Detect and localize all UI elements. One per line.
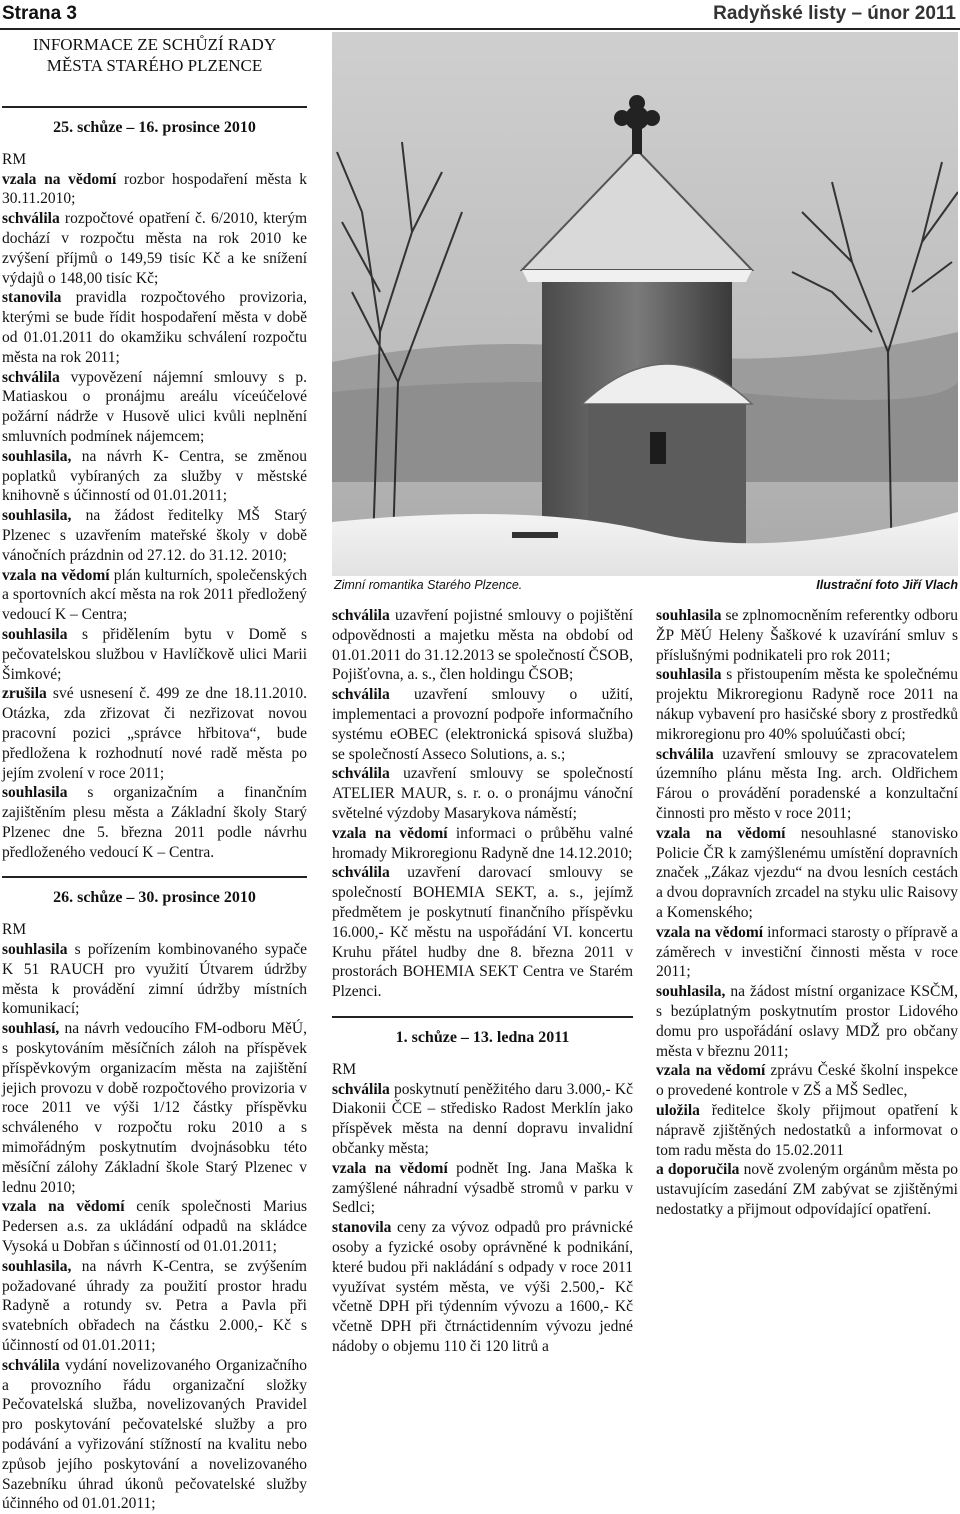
resolution-item bbox=[656, 824, 958, 923]
resolution-text: uzavření darovací smlouvy se společností BOHEMIA SEKT, a. s., jejímž předmětem je poskytnutí finančního příspěvku 16.000,- Kč městu na uspořádání VI. koncertu Kruhu přátel hudby dne 8. března 2011 v prostorách BOHEMIA SEKT Centra ve Starém Plzenci. bbox=[332, 864, 633, 1001]
resolution-item bbox=[2, 940, 307, 1019]
column-1 bbox=[2, 32, 307, 1514]
resolution-verb: vzala na vědomí bbox=[656, 1062, 766, 1080]
resolution-verb: vzala na vědomí bbox=[2, 566, 110, 584]
session-heading-1: 1. schůze – 13. ledna 2011 bbox=[332, 1016, 633, 1048]
column-2 bbox=[332, 606, 633, 1357]
session1-items bbox=[2, 170, 307, 863]
resolution-verb: vzala na vědomí bbox=[332, 1159, 448, 1177]
resolution-text: rozpočtové opatření č. 6/2010, kterým dochází v rozpočtu města na rok 2010 ke zvýšení příjmů o 149,59 tisíc Kč a ke snížení výdajů o 148,00 tisíc Kč; bbox=[2, 210, 307, 287]
resolution-text: ceník společnosti Marius Pedersen a.s. za ukládání odpadů na skládce Vysoká u Dobřan s účinností od 01.01.2011; bbox=[2, 1198, 307, 1256]
resolution-text: nesouhlasné stanovisko Policie ČR k zamýšlenému umístění dopravních značek „Zákaz vjezdu“ na dvou lesních cestách a dvou dopravních zrcadel na styku ulic Raisovy a Komenského; bbox=[656, 824, 958, 921]
page-number: Strana 3 bbox=[2, 3, 77, 24]
resolution-text: na návrh K-Centra, se zvýšením požadované úhrady za použití prostor hradu Radyně a rotundy sv. Petra a Pavla při svatebních obřadech na částku 2.000,- Kč s účinností od 01.01.2011; bbox=[2, 1257, 307, 1355]
resolution-text: uzavření smlouvy se zpracovatelem územního plánu města Ing. arch. Oldřichem Fárou o provádění poradenské a konzultační činnosti pro město v roce 2011; bbox=[656, 745, 958, 822]
resolution-verb: schválila bbox=[2, 1356, 60, 1374]
resolution-text: s pořízením kombinovaného sypače K 51 RAUCH pro využití Útvarem údržby města k provádění zimní údržby místních komunikací; bbox=[2, 941, 307, 1018]
resolution-text: na návrh vedoucího FM-odboru MěÚ, s poskytováním měsíčních záloh na příspěvek příspěvkovým organizacím města na zajištění jejich provozu v době rozpočtového provizoria v roce 2011 ve výši 1/12 částky příspěvku schváleného v rozpočtu roku 2010 a s mimořádným poskytnutím dvojnásobku této měsíční zálohy Základní škole Starý Plzenec v lednu 2010; bbox=[2, 1020, 307, 1196]
resolution-item bbox=[2, 783, 307, 862]
photo-credit: Ilustrační foto Jiří Vlach bbox=[816, 578, 958, 592]
session3-items-col3 bbox=[656, 606, 958, 1220]
resolution-verb: schválila bbox=[332, 686, 390, 704]
resolution-item bbox=[2, 1356, 307, 1514]
resolution-text: se zplnomocněním referentky odboru ŽP MěÚ Heleny Šaškové k uzavírání smluv s příslušnými podnikateli pro rok 2011; bbox=[656, 607, 958, 664]
rm-label: RM bbox=[2, 150, 27, 168]
resolution-text: uzavření smlouvy se společností ATELIER MAUR, s. r. o. o pronájmu vánoční světelné výzdoby Masarykova náměstí; bbox=[332, 765, 633, 822]
resolution-text: své usnesení č. 499 ze dne 18.11.2010. Otázka, zda zřizovat či nezřizovat novou pracovní pozici „správce hřbitova“, bude předložena k rozhodnutí nové radě města po jejím zvolení v roce 2011; bbox=[2, 685, 307, 782]
resolution-text: na žádost ředitelky MŠ Starý Plzenec s uzavřením mateřské školy v době vánočních prázdnin od 27.12. do 31.12. 2010; bbox=[2, 507, 307, 564]
resolution-verb: vzala na vědomí bbox=[656, 824, 786, 842]
resolution-text: poskytnutí peněžitého daru 3.000,- Kč Diakonii ČCE – středisko Radost Merklín jako příspěvek města na denní dopravu invalidní občanky města; bbox=[332, 1080, 633, 1157]
resolution-item bbox=[332, 1159, 633, 1218]
resolution-item bbox=[2, 209, 307, 288]
resolution-text: podnět Ing. Jana Maška k zamýšlené náhradní výsadbě stromů v parku v Sedlci; bbox=[332, 1159, 633, 1217]
resolution-item bbox=[2, 1257, 307, 1356]
rotunda-illustration bbox=[332, 32, 958, 576]
column-3 bbox=[656, 606, 958, 1220]
resolution-verb: souhlasila, bbox=[2, 1257, 72, 1275]
session-heading-25: 25. schůze – 16. prosince 2010 bbox=[2, 106, 307, 138]
resolution-item bbox=[2, 566, 307, 625]
photo-caption: Zimní romantika Starého Plzence. bbox=[334, 578, 523, 592]
resolution-item bbox=[2, 288, 307, 367]
resolution-verb: souhlasila, bbox=[2, 507, 72, 525]
resolution-item bbox=[656, 982, 958, 1061]
resolution-verb: souhlasila bbox=[2, 941, 68, 959]
resolution-item bbox=[2, 170, 307, 210]
publication-title: Radyňské listy – únor 2011 bbox=[713, 3, 956, 24]
resolution-verb: souhlasila, bbox=[2, 447, 72, 465]
resolution-item bbox=[2, 1019, 307, 1197]
resolution-item bbox=[332, 685, 633, 764]
resolution-verb: souhlasila bbox=[2, 625, 68, 643]
resolution-verb: uložila bbox=[656, 1101, 700, 1119]
resolution-text: ceny za vývoz odpadů pro právnické osoby a fyzické osoby oprávněné k podnikání, které budou při nakládání s odpady v roce 2011 využívat systém města, ve výši 2.500,- Kč včetně DPH při týdenním vývozu a 1600,- Kč včetně DPH při čtrnáctidenním vývozu jedné nádoby o objemu 110 či 120 litrů a bbox=[332, 1219, 633, 1355]
resolution-item bbox=[2, 1197, 307, 1256]
resolution-verb: schválila bbox=[332, 765, 390, 783]
resolution-verb: schválila bbox=[332, 607, 390, 624]
resolution-verb: schválila bbox=[332, 864, 390, 882]
resolution-verb: zrušila bbox=[2, 685, 47, 703]
page-header bbox=[0, 0, 960, 30]
resolution-item bbox=[332, 764, 633, 823]
resolution-item bbox=[2, 447, 307, 506]
resolution-item bbox=[656, 1160, 958, 1219]
resolution-text: rozbor hospodaření města k 30.11.2010; bbox=[2, 170, 307, 208]
resolution-verb: souhlasila bbox=[2, 784, 68, 802]
rm-label: RM bbox=[2, 921, 27, 939]
resolution-item bbox=[656, 606, 958, 665]
resolution-verb: souhlasila bbox=[656, 666, 722, 684]
resolution-verb: stanovila bbox=[332, 1219, 392, 1237]
resolution-text: informaci starosty o přípravě a záměrech v investiční činnosti města v roce 2011; bbox=[656, 923, 958, 981]
session2-items-col2 bbox=[332, 606, 633, 1002]
resolution-item bbox=[2, 684, 307, 783]
resolution-verb: souhlasila, bbox=[656, 983, 726, 1001]
resolution-item bbox=[656, 1101, 958, 1160]
resolution-verb: vzala na vědomí bbox=[656, 923, 764, 941]
resolution-verb: a doporučila bbox=[656, 1161, 740, 1179]
resolution-verb: vzala na vědomí bbox=[2, 1198, 125, 1216]
resolution-item bbox=[332, 1080, 633, 1159]
resolution-verb: stanovila bbox=[2, 289, 62, 307]
resolution-item bbox=[656, 665, 958, 744]
resolution-text: vypovězení nájemní smlouvy s p. Matiaskou o pronájmu areálu víceúčelové požární nádrže v Husově ulici kvůli neplnění smluvních podmínek nájemcem; bbox=[2, 368, 307, 445]
resolution-text: zprávu České školní inspekce o provedené kontrole v ZŠ a MŠ Sedlec, bbox=[656, 1062, 958, 1100]
resolution-text: vydání novelizovaného Organizačního a provozního řádu organizační složky Pečovatelská služba, novelizovaných Pravidel pro poskytování pečovatelské služby a pro podávání a vyřizování stížností na kvalitu nebo způsob jejího poskytování a novelizovaného Sazebníku úhrad úkonů pečovatelské služby účinného od 01.01.2011; bbox=[2, 1356, 307, 1513]
session3-items-col2 bbox=[332, 1080, 633, 1357]
resolution-item bbox=[656, 1061, 958, 1101]
resolution-verb: schválila bbox=[2, 368, 60, 386]
resolution-verb: schválila bbox=[332, 1080, 390, 1098]
resolution-item bbox=[656, 745, 958, 824]
resolution-item bbox=[2, 625, 307, 684]
resolution-text: plán kulturních, společenských a sportovních akcí města na rok 2011 předložený vedoucí K – Centra; bbox=[2, 566, 307, 624]
resolution-text: nově zvoleným orgánům města po ustavujícím zasedání ZM zabývat se zjištěnými nedostatky a přijmout odpovídající opatření. bbox=[656, 1161, 958, 1218]
resolution-item bbox=[332, 824, 633, 864]
rm-label: RM bbox=[332, 1060, 357, 1078]
resolution-verb: vzala na vědomí bbox=[2, 170, 117, 188]
resolution-item bbox=[332, 863, 633, 1002]
rotunda-photo bbox=[332, 32, 958, 576]
resolution-text: uzavření pojistné smlouvy o pojištění odpovědnosti a majetku města na období od 01.01.2011 do 31.12.2013 se společností ČSOB, Pojišťovna, a. s., člen holdingu ČSOB; bbox=[332, 607, 633, 684]
resolution-text: s organizačním a finančním zajištěním plesu města a Základní školy Starý Plzenec dne 5. března 2011 podle návrhu předloženého vedoucí K – Centra. bbox=[2, 784, 307, 861]
resolution-verb: vzala na vědomí bbox=[332, 824, 448, 842]
resolution-text: s přidělením bytu v Domě s pečovatelskou službou v Havlíčkově ulici Marii Šimkové; bbox=[2, 625, 307, 683]
resolution-verb: schválila bbox=[656, 745, 714, 763]
session-heading-26: 26. schůze – 30. prosince 2010 bbox=[2, 876, 307, 908]
resolution-item bbox=[332, 606, 633, 685]
resolution-text: pravidla rozpočtového provizoria, kterými se bude řídit hospodaření města v době od 01.01.2011 do okamžiku schválení rozpočtu města na rok 2011; bbox=[2, 289, 307, 366]
resolution-text: na žádost místní organizace KSČM, s bezúplatným poskytnutím prostor Lidového domu pro uspořádání oslavy MDŽ pro občany města v březnu 2011; bbox=[656, 983, 958, 1060]
resolution-verb: souhlasila bbox=[656, 607, 722, 624]
resolution-text: informaci o průběhu valné hromady Mikroregionu Radyně dne 14.12.2010; bbox=[332, 824, 633, 862]
resolution-text: na návrh K- Centra, se změnou poplatků vybíraných za služby v městské knihovně s účinností od 01.01.2011; bbox=[2, 447, 307, 505]
resolution-verb: souhlasí, bbox=[2, 1020, 60, 1038]
resolution-text: ředitelce školy přijmout opatření k nápravě zjištěných nedostatků a informovat o tom radu města do 15.02.2011 bbox=[656, 1101, 958, 1159]
resolution-text: s přistoupením města ke společnému projektu Mikroregionu Radyně roce 2011 na nákup vybavení pro hasičské sbory z prostředků mikroregionu pro 40% spoluúčasti obcí; bbox=[656, 666, 958, 743]
session2-items-col1 bbox=[2, 940, 307, 1514]
resolution-item bbox=[332, 1218, 633, 1357]
resolution-verb: schválila bbox=[2, 210, 60, 228]
resolution-text: uzavření smlouvy o užití, implementaci a provozní podpoře informačního systému eOBEC (elektronická spisová služba) se společností Asseco Solutions, a. s.; bbox=[332, 686, 633, 763]
resolution-item bbox=[2, 368, 307, 447]
resolution-item bbox=[2, 506, 307, 565]
resolution-item bbox=[656, 923, 958, 982]
article-title: INFORMACE ZE SCHŮZÍ RADY MĚSTA STARÉHO PLZENCE bbox=[32, 35, 277, 75]
